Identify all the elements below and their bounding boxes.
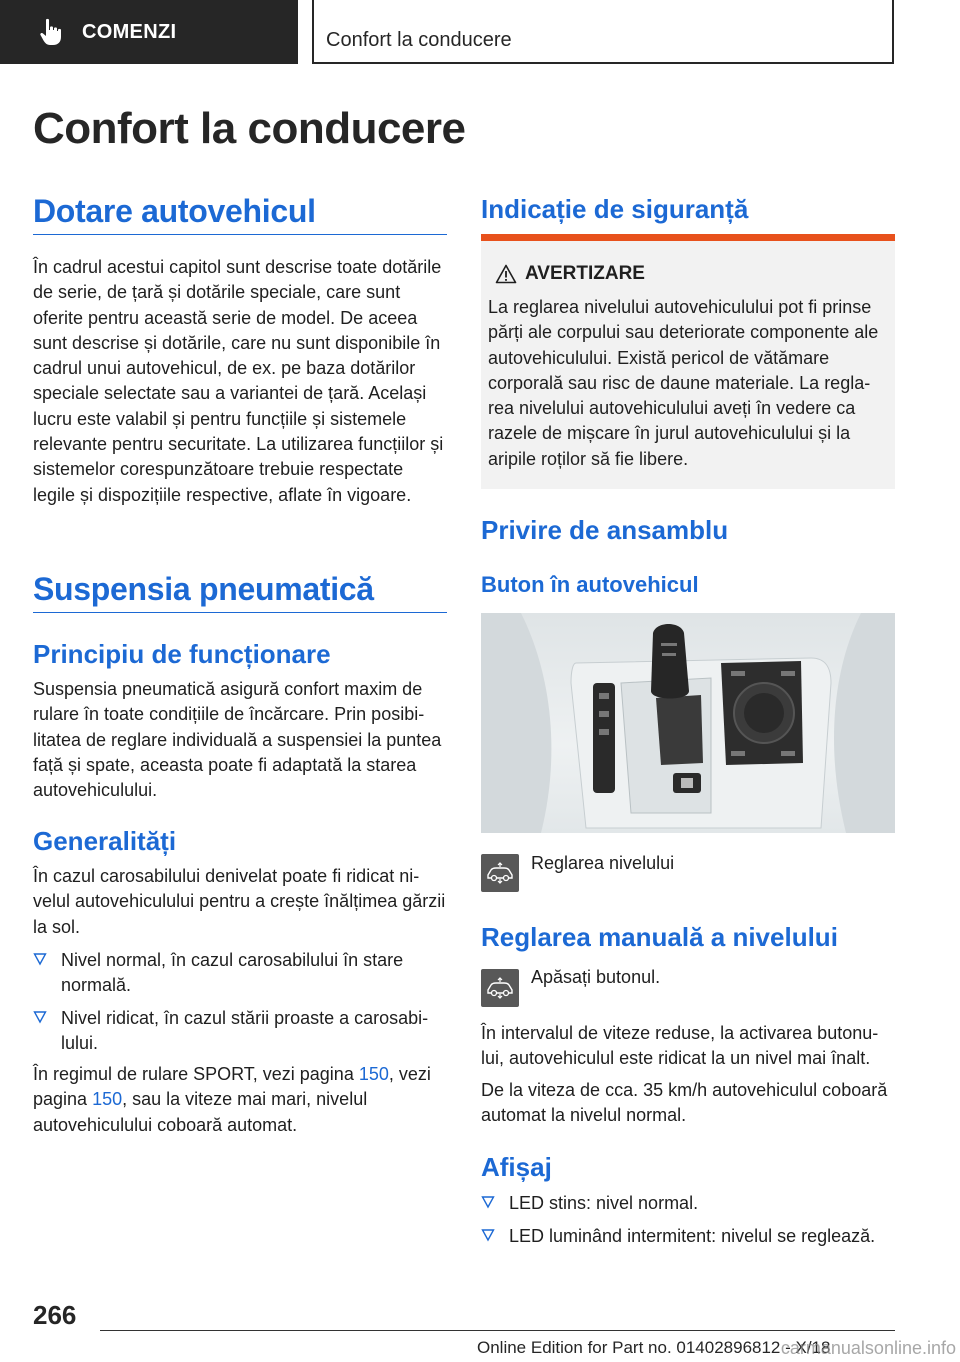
list-item-text: Nivel normal, în cazul carosabilului în stare normală. bbox=[61, 950, 404, 996]
sport-text-part: , sau la viteze mai mari, nivelul autovehiculului coboară automat. bbox=[33, 1089, 368, 1135]
header-chapter-label: Confort la conducere bbox=[326, 29, 512, 51]
triangle-bullet-icon bbox=[481, 1195, 495, 1209]
center-console-photo bbox=[481, 613, 895, 833]
watermark: carmanualsonline.info bbox=[780, 1338, 956, 1358]
icon-caption: Reglarea nivelului bbox=[531, 853, 675, 873]
list-item bbox=[33, 948, 447, 999]
triangle-bullet-icon bbox=[33, 1010, 47, 1024]
warning-triangle-icon bbox=[495, 264, 517, 284]
list-item bbox=[33, 1006, 447, 1057]
sport-text bbox=[33, 1062, 447, 1138]
warning-accent-bar bbox=[481, 234, 895, 241]
subsection-title-indicatie: Indicație de siguranță bbox=[481, 194, 749, 224]
list-item bbox=[481, 1191, 895, 1216]
sport-text-part: , vezi pagina bbox=[33, 1064, 431, 1110]
subsection-title-principiu: Principiu de funcționare bbox=[33, 639, 331, 669]
triangle-bullet-icon bbox=[481, 1228, 495, 1242]
page-title: Confort la conducere bbox=[33, 104, 466, 153]
list-item-text: LED stins: nivel normal. bbox=[509, 1193, 699, 1213]
section-title-dotare: Dotare autovehicul bbox=[33, 193, 316, 229]
warning-box bbox=[481, 241, 895, 489]
subsection-title-privire: Privire de ansamblu bbox=[481, 515, 729, 545]
reglarea-step: Apăsați butonul. bbox=[531, 967, 661, 987]
subsection-title-generalitati: Generalități bbox=[33, 826, 177, 856]
header-section-tab bbox=[0, 0, 298, 64]
list-item-text: Nivel ridicat, în cazul stării proaste a carosabilului. bbox=[61, 1008, 429, 1054]
warning-title: AVERTIZARE bbox=[525, 263, 645, 284]
header-chapter-box bbox=[312, 0, 894, 64]
header-section-label: COMENZI bbox=[82, 20, 177, 43]
warning-text: La reglarea nivelului autovehiculului pot fi prinse părți ale corpului sau deteriorate componente ale autovehiculului. Există pericol de vătămare corporală sau risc de daune materiale. La reglarea nivelului autovehiculului aveți în vedere ca razele de mișcare în jurul autovehiculului și la aripile roților să fie libere. bbox=[488, 297, 879, 469]
subsection-title-afisaj: Afișaj bbox=[481, 1152, 552, 1182]
hand-pointer-icon bbox=[36, 17, 66, 47]
subsection-title-reglarea: Reglarea manuală a nivelului bbox=[481, 922, 838, 952]
reglarea-text-1: În intervalul de viteze reduse, la activarea butonului, autovehiculul este ridicat la un nivel mai înalt. bbox=[481, 1023, 879, 1069]
footer-rule bbox=[100, 1330, 895, 1331]
section-title-suspensia: Suspensia pneumatică bbox=[33, 571, 374, 607]
level-adjust-button-icon bbox=[481, 854, 519, 892]
page-link[interactable]: 150 bbox=[92, 1089, 123, 1110]
subsection-title-buton: Buton în autovehicul bbox=[481, 572, 699, 597]
page-number: 266 bbox=[33, 1300, 77, 1330]
section-rule bbox=[33, 612, 447, 613]
dotare-text: În cadrul acestui capitol sunt descrise toate dotările de serie, de țară și dotările speciale, care sunt oferite pentru această serie de model. De aceea sunt descrise și dotările, care nu sunt disponibile în cadrul unui autovehicul, de ex. pe baza dotărilor speciale selectate sau a variantei de țară. Același lucru este valabil și pentru funcțiile și sistemele relevante pentru securitate. La utilizarea funcțiilor și sistemelor corespunzătoare trebuie respectate legile și dispozițiile respective, aflate în vigoare. bbox=[33, 257, 444, 505]
triangle-bullet-icon bbox=[33, 952, 47, 966]
reglarea-text-2: De la viteza de cca. 35 km/h autovehiculul coboară automat la nivelul normal. bbox=[481, 1080, 888, 1126]
generalitati-text: În cazul carosabilului denivelat poate fi ridicat nivelul autovehiculului pentru a crește înălțimea gărzii la sol. bbox=[33, 866, 446, 937]
console-illustration bbox=[481, 613, 895, 833]
list-item-text: LED luminând intermitent: nivelul se reglează. bbox=[509, 1226, 876, 1246]
list-item bbox=[481, 1224, 895, 1249]
sport-text-part: În regimul de rulare SPORT, vezi pagina bbox=[33, 1064, 359, 1084]
footer-edition: Online Edition for Part no. 01402896812 - X/18 bbox=[477, 1338, 831, 1357]
section-rule bbox=[33, 234, 447, 235]
principiu-text: Suspensia pneumatică asigură confort maxim de rulare în toate condițiile de încărcare. Prin posibilitatea de reglare individuală a suspensiei la puntea față și spate, aceasta poate fi adaptată la starea autovehiculului. bbox=[33, 679, 442, 801]
level-adjust-button-icon bbox=[481, 969, 519, 1007]
page-link[interactable]: 150 bbox=[358, 1064, 389, 1084]
